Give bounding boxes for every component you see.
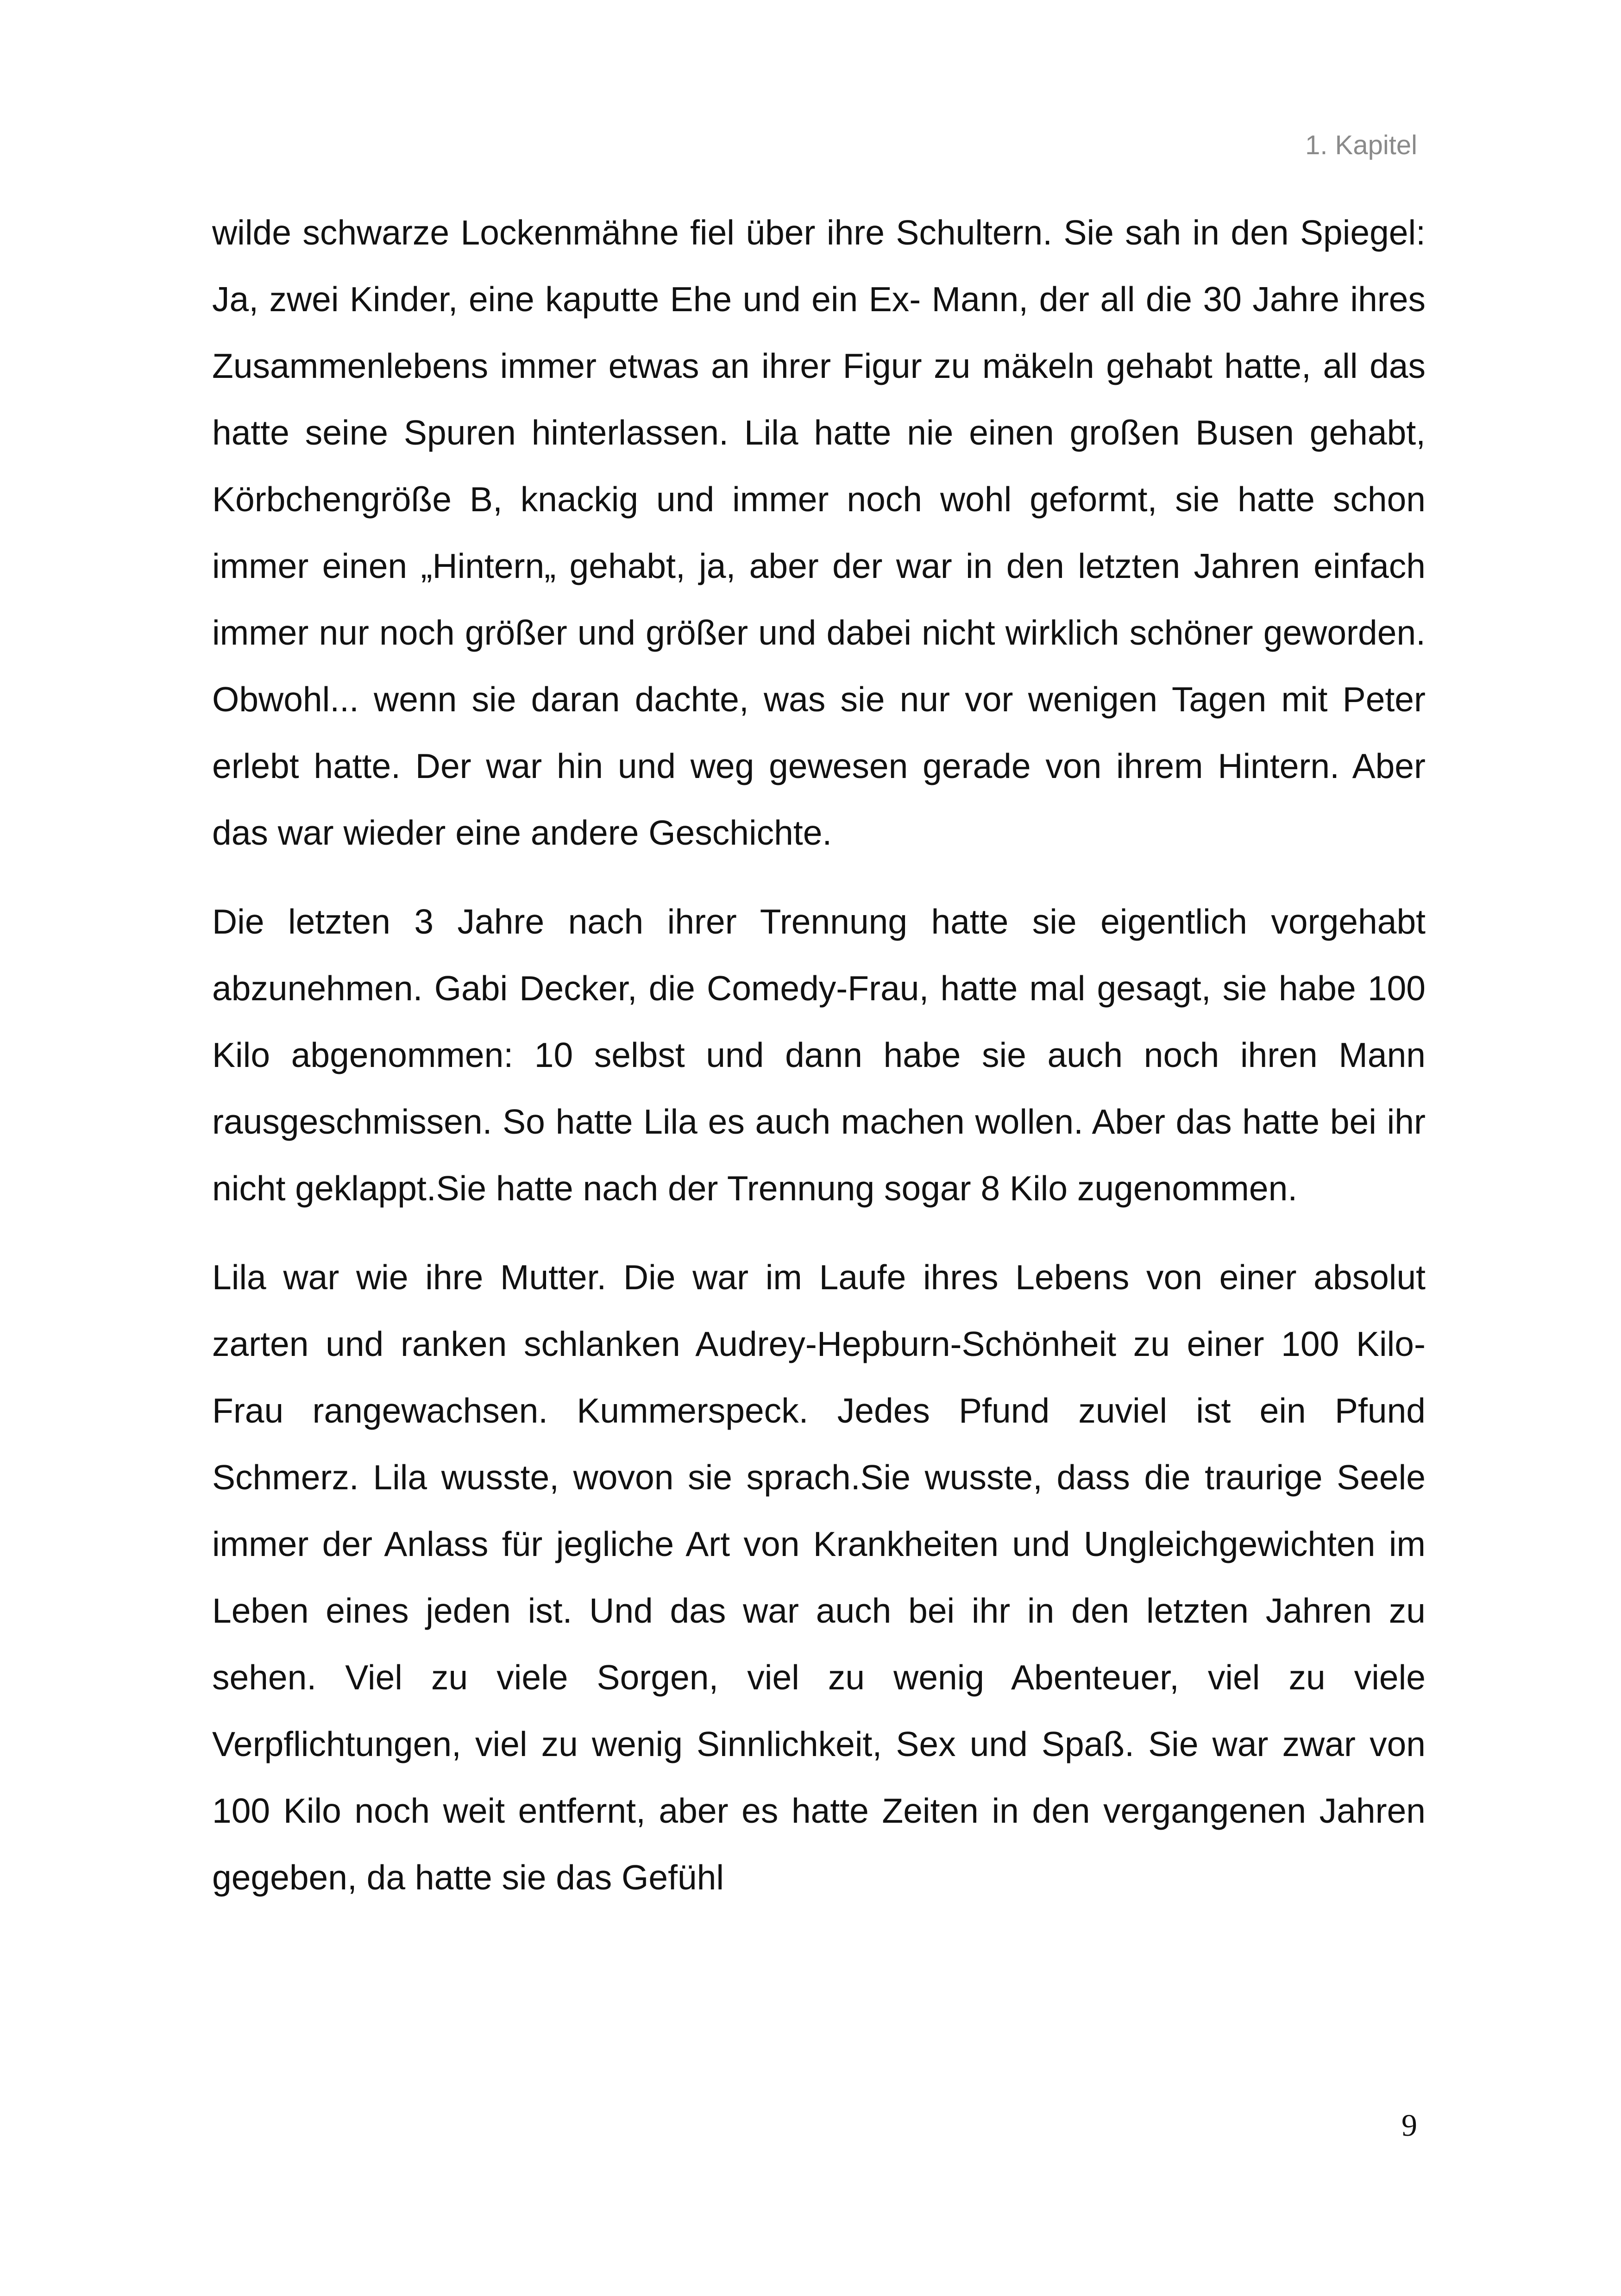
paragraph-3: Lila war wie ihre Mutter. Die war im Laufe ihres Lebens von einer absolut zarten und ranken schlanken Audrey-Hepburn-Schönheit zu einer 100 Kilo-Frau rangewachsen. Kummerspeck. Jedes Pfund zuviel ist ein Pfund Schmerz. Lila wusste, wovon sie sprach.Sie wusste, dass die traurige Seele immer der Anlass für jegliche Art von Krankheiten und Ungleichgewichten im Leben eines jeden ist. Und das war auch bei ihr in den letzten Jahren zu sehen. Viel zu viele Sorgen, viel zu wenig Abenteuer, viel zu viele Verpflichtungen, viel zu wenig Sinnlichkeit, Sex und Spaß. Sie war zwar von 100 Kilo noch weit entfernt, aber es hatte Zeiten in den vergangenen Jahren gegeben, da hatte sie das Gefühl [212,1258,1426,1897]
page-number: 9 [1401,2108,1417,2143]
paragraph-1: wilde schwarze Lockenmähne fiel über ihre Schultern. Sie sah in den Spiegel: Ja, zwei Kinder, eine kaputte Ehe und ein Ex- Mann, der all die 30 Jahre ihres Zusammenlebens immer etwas an ihrer Figur zu mäkeln gehabt hatte, all das hatte seine Spuren hinterlassen. Lila hatte nie einen großen Busen gehabt, Körbchengröße B, knackig und immer noch wohl geformt, sie hatte schon immer einen „Hintern„ gehabt, ja, aber der war in den letzten Jahren einfach immer nur noch größer und größer und dabei nicht wirklich schöner geworden. Obwohl... wenn sie daran dachte, was sie nur vor wenigen Tagen mit Peter erlebt hatte. Der war hin und weg gewesen gerade von ihrem Hintern. Aber das war wieder eine andere Geschichte. [212,213,1426,852]
paragraph-2: Die letzten 3 Jahre nach ihrer Trennung hatte sie eigentlich vorgehabt abzunehmen. Gabi Decker, die Comedy-Frau, hatte mal gesagt, sie habe 100 Kilo abgenommen: 10 selbst und dann habe sie auch noch ihren Mann rausgeschmissen. So hatte Lila es auch machen wollen. Aber das hatte bei ihr nicht geklappt.Sie hatte nach der Trennung sogar 8 Kilo zugenommen. [212,902,1426,1208]
chapter-header: 1. Kapitel [1305,130,1417,160]
body-text [212,199,1426,1933]
